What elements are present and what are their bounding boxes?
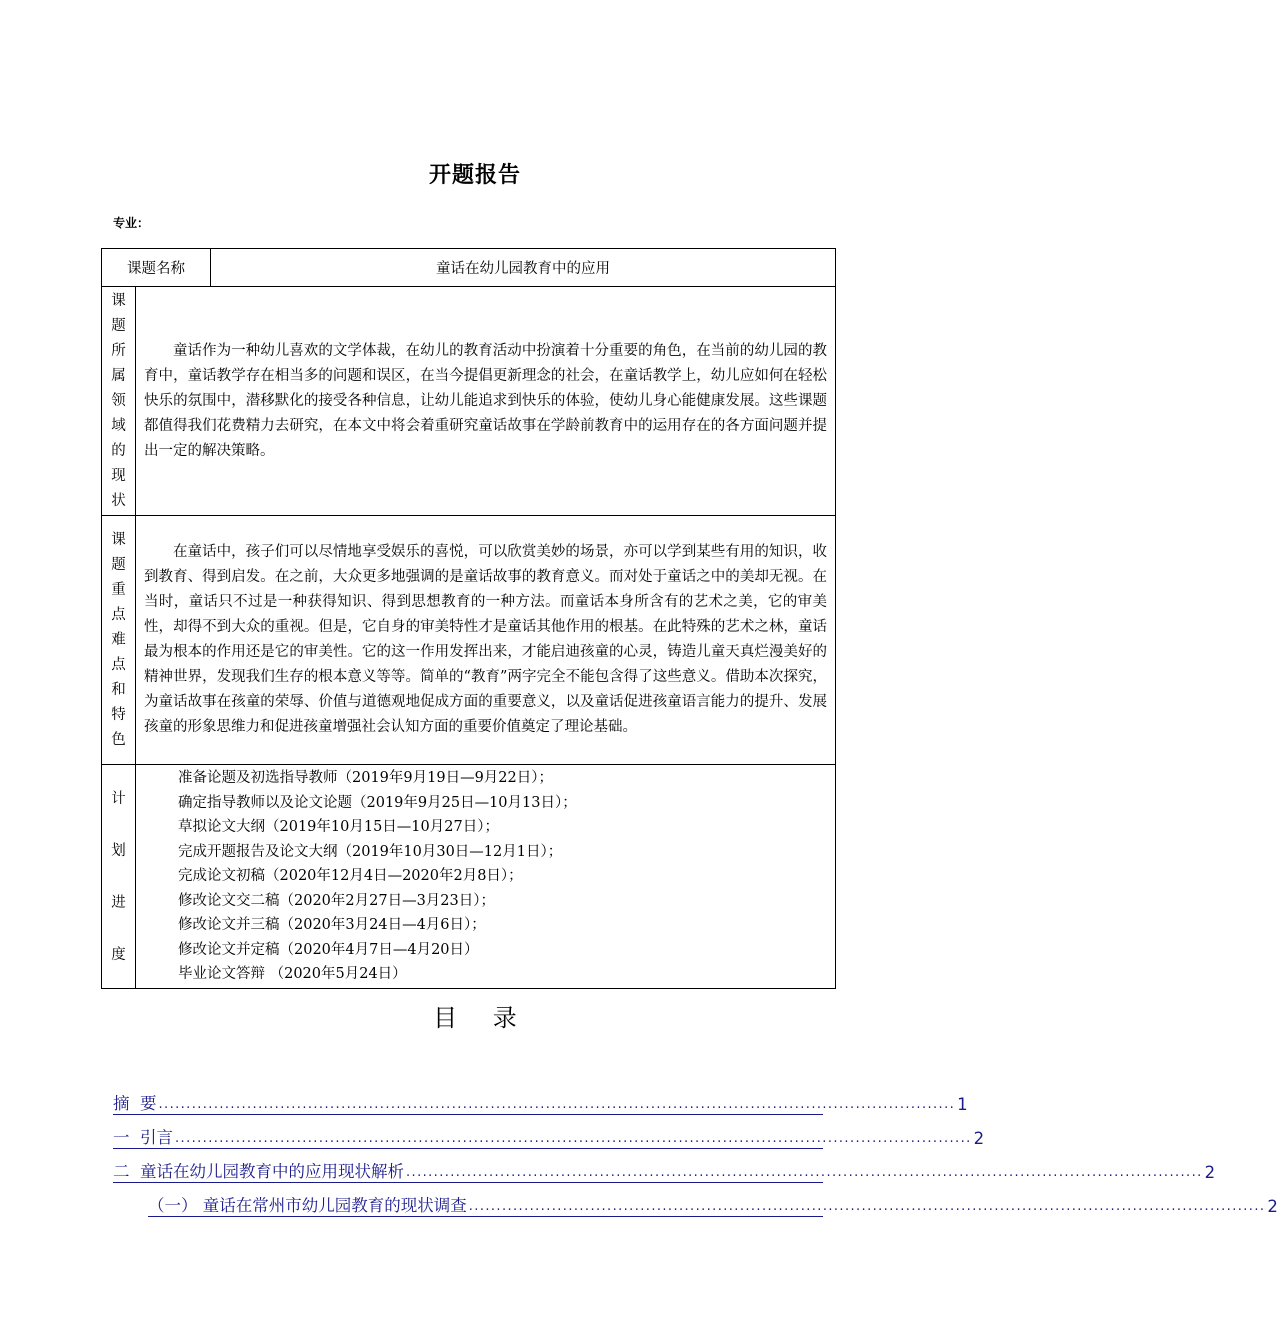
topic-row bbox=[102, 249, 836, 287]
plan-label-char: 度 bbox=[111, 946, 126, 963]
status-label bbox=[102, 287, 136, 516]
status-label-char: 状 bbox=[111, 492, 126, 509]
focus-label-char: 重 bbox=[111, 581, 126, 598]
status-label-char: 题 bbox=[111, 317, 126, 334]
toc-title: 目 录 bbox=[433, 1004, 531, 1032]
plan-item: 完成论文初稿（2020年12月4日—2020年2月8日）； bbox=[178, 868, 523, 885]
topic-value: 童话在幼儿园教育中的应用 bbox=[211, 249, 836, 287]
toc-page-number: 2 bbox=[973, 1129, 985, 1148]
focus-label-char: 色 bbox=[111, 731, 126, 748]
focus-label-char: 难 bbox=[111, 631, 126, 648]
plan-item: 修改论文交二稿（2020年2月27日—3月23日）； bbox=[178, 892, 496, 909]
status-row bbox=[102, 287, 836, 516]
plan-item: 准备论题及初选指导教师（2019年9月19日—9月22日）； bbox=[178, 770, 554, 787]
toc-leader-dots: ................................................................................................................................................ bbox=[468, 1199, 1266, 1214]
toc-page-number: 2 bbox=[1267, 1197, 1278, 1216]
status-label-char: 属 bbox=[111, 367, 126, 384]
status-label-char: 域 bbox=[111, 417, 126, 434]
focus-label-char: 和 bbox=[111, 681, 126, 698]
topic-label: 课题名称 bbox=[102, 249, 211, 287]
toc-page-number: 2 bbox=[1204, 1163, 1216, 1182]
focus-label-char: 点 bbox=[111, 656, 126, 673]
focus-label-char: 课 bbox=[111, 531, 126, 548]
toc-entry-text: 一 引言 bbox=[113, 1128, 173, 1147]
toc-page-number: 1 bbox=[957, 1095, 968, 1114]
plan-item: 修改论文并三稿（2020年3月24日—4月6日）； bbox=[178, 917, 486, 934]
status-label-char: 现 bbox=[111, 467, 126, 484]
toc-leader-dots: ................................................................................................................................................ bbox=[158, 1097, 956, 1112]
plan-label-char: 划 bbox=[111, 842, 126, 859]
toc-leader-dots: ................................................................................................................................................ bbox=[175, 1131, 972, 1146]
focus-row bbox=[102, 516, 836, 765]
status-text: 童话作为一种幼儿喜欢的文学体裁，在幼儿的教育活动中扮演着十分重要的角色，在当前的幼儿园的教育中，童话教学存在相当多的问题和误区，在当今提倡更新理念的社会，在童话教学上，幼儿应如何在轻松快乐的氛围中，潜移默化的接受各种信息，让幼儿能追求到快乐的体验，使幼儿身心能健康发展。这些课题都值得我们花费精力去研究，在本文中将会着重研究童话故事在学龄前教育中的运用存在的各方面问题并提出一定的解决策略。 bbox=[144, 342, 827, 459]
toc-leader-dots: ................................................................................................................................................ bbox=[406, 1165, 1203, 1180]
toc-entry-introduction[interactable] bbox=[113, 1124, 985, 1149]
status-label-char: 的 bbox=[111, 442, 126, 459]
plan-item: 草拟论文大纲（2019年10月15日—10月27日）； bbox=[178, 819, 499, 836]
status-label-char: 领 bbox=[111, 392, 126, 409]
plan-content bbox=[136, 765, 836, 989]
status-label-char: 课 bbox=[111, 292, 126, 309]
toc-entry-chapter-2[interactable] bbox=[113, 1158, 1216, 1183]
focus-label-char: 题 bbox=[111, 556, 126, 573]
focus-content bbox=[136, 516, 836, 765]
status-content bbox=[136, 287, 836, 516]
major-label: 专业： bbox=[113, 216, 150, 230]
focus-label-char: 特 bbox=[111, 706, 126, 723]
focus-label-char: 点 bbox=[111, 606, 126, 623]
plan-label-char: 进 bbox=[111, 894, 126, 911]
plan-row bbox=[102, 765, 836, 989]
plan-item: 确定指导教师以及论文论题（2019年9月25日—10月13日）； bbox=[178, 794, 577, 811]
plan-label bbox=[102, 765, 136, 989]
toc-entry-abstract[interactable] bbox=[113, 1090, 968, 1115]
plan-item: 完成开题报告及论文大纲（2019年10月30日—12月1日）； bbox=[178, 843, 563, 860]
toc-entry-text: （一） 童话在常州市幼儿园教育的现状调查 bbox=[148, 1196, 467, 1215]
toc-entry-text: 摘 要 bbox=[113, 1094, 157, 1113]
page-title: 开题报告 bbox=[428, 163, 521, 188]
focus-text: 在童话中，孩子们可以尽情地享受娱乐的喜悦，可以欣赏美妙的场景，亦可以学到某些有用的知识，收到教育、得到启发。在之前，大众更多地强调的是童话故事的教育意义。而对处于童话之中的美却无视。在当时，童话只不过是一种获得知识、得到思想教育的一种方法。而童话本身所含有的艺术之美，它的审美性，却得不到大众的重视。但是，它自身的审美特性才是童话其他作用的根基。在此特殊的艺术之林，童话最为根本的作用还是它的审美性。它的这一作用发挥出来，才能启迪孩童的心灵，铸造儿童天真烂漫美好的精神世界，发现我们生存的根本意义等等。简单的“教育”两字完全不能包含得了这些意义。借助本次探究，为童话故事在孩童的荣辱、价值与道德观地促成方面的重要意义，以及童话促进孩童语言能力的提升、发展孩童的形象思维力和促进孩童增强社会认知方面的重要价值奠定了理论基础。 bbox=[144, 544, 827, 735]
plan-item: 修改论文并定稿（2020年4月7日—4月20日） bbox=[178, 941, 479, 958]
plan-label-char: 计 bbox=[111, 790, 126, 807]
toc-entry-text: 二 童话在幼儿园教育中的应用现状解析 bbox=[113, 1162, 404, 1181]
status-label-char: 所 bbox=[111, 342, 126, 359]
focus-label bbox=[102, 516, 136, 765]
proposal-table bbox=[101, 248, 836, 989]
toc-entry-section-2-1[interactable] bbox=[148, 1192, 1278, 1217]
plan-item: 毕业论文答辩 （2020年5月24日） bbox=[178, 966, 407, 983]
